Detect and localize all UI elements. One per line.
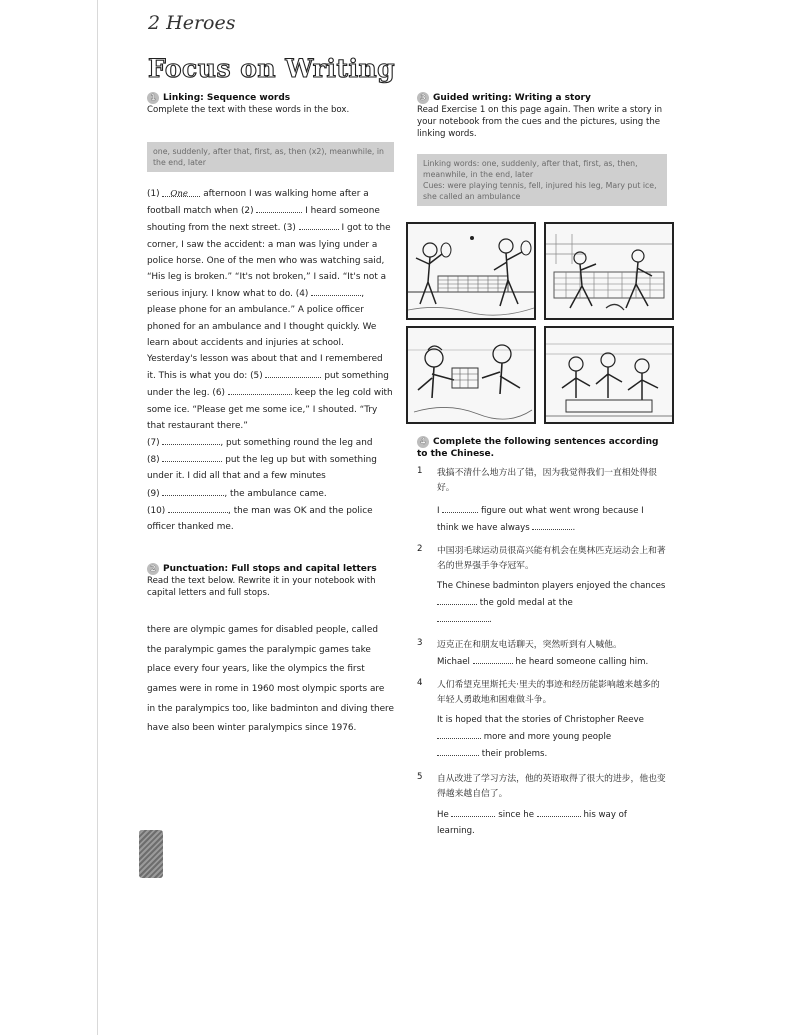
answer-blank[interactable] [451,806,495,817]
blank-number: (8) [147,455,160,466]
answer-blank[interactable] [437,611,489,622]
section-4-heading [417,436,667,460]
page-title: Focus on Writing [148,54,396,83]
text-segment: I [437,506,440,516]
answer-blank-10[interactable] [168,502,228,513]
text-segment: The Chinese badminton players enjoyed the chances [437,581,666,591]
text-segment: I heard someone shouting from the next street. (3) [147,206,380,234]
text-segment: figure out what went wrong because I think we have always [437,506,644,533]
answer-blank[interactable] [442,502,478,513]
answer-blank[interactable] [537,806,581,817]
text-segment: Michael [437,657,470,667]
item-english [437,806,667,839]
section-3-instruction: Read Exercise 1 on this page again. Then write a story in your notebook from the cues and the pictures, using the linking words. [417,105,663,139]
item-chinese: 人们希望克里斯托夫·里夫的事迹和经历能影响越来越多的年轻人勇敢地和困难做斗争。 [437,680,660,705]
blank-number: (9) [147,488,160,499]
answer-blank-8[interactable] [162,451,222,462]
answer-blank-3[interactable] [299,219,339,230]
answer-blank-1[interactable]: One [162,186,200,197]
text-segment: . [572,523,576,533]
item-chinese: 自从改进了学习方法，他的英语取得了很大的进步，他也变得越来越自信了。 [437,774,666,799]
picture-tennis-game [406,222,536,320]
section-2-heading [147,563,394,575]
text-segment: , the ambulance came. [224,488,327,499]
text-segment: he heard someone calling him. [515,657,649,667]
section-number-badge: 2 [147,563,159,575]
picture-ambulance [544,326,674,424]
section-2 [147,563,394,739]
text-segment: He [437,810,449,820]
item-number: 4 [417,678,423,688]
item-chinese: 我搞不清什么地方出了错，因为我觉得我们一直相处得很好。 [437,468,657,493]
text-segment: It is hoped that the stories of Christopher Reeve [437,715,644,725]
unit-label: 2 Heroes [148,12,236,34]
section-number-badge: 1 [147,92,159,104]
section-1-title: Linking: Sequence words [163,93,291,103]
item-number: 3 [417,638,423,648]
item-english [437,653,667,670]
section-4-title: Complete the following sentences according to the Chinese. [417,437,659,459]
answer-blank-6[interactable] [228,384,292,395]
page-number-tab [139,830,163,878]
text-segment: the gold medal at the [479,598,573,608]
answer-blank[interactable] [437,594,477,605]
answer-blank-4[interactable] [311,285,361,296]
picture-injury [544,222,674,320]
text-segment: , put something round the leg and [220,438,373,449]
answer-blank[interactable] [437,745,479,756]
section-2-title: Punctuation: Full stops and capital letters [163,564,377,575]
text-segment: keep the leg cold with some ice. “Please get me some ice,” I shouted. “Try that restaurant there.” [147,388,393,431]
blank-number: (7) [147,438,160,449]
item-english [437,578,667,628]
section-number-badge: 3 [417,92,429,104]
text-segment: put the leg up but with something under it. I did all that and a few minutes [147,455,377,482]
section-1-text [147,186,394,535]
text-segment: his way of learning. [437,810,627,836]
answer-blank-9[interactable] [162,485,224,496]
section-3-title: Guided writing: Writing a story [433,93,591,103]
list-item [417,678,667,762]
left-column [147,92,394,739]
text-segment: afternoon I was walking home after a football match when (2) [147,189,369,217]
text-segment: their problems. [481,749,548,759]
blank-number: (10) [147,505,166,516]
blank-number: (4) [295,289,309,300]
linking-words-box: Linking words: one, suddenly, after that, first, as, then, meanwhile, in the end, later Cues: were playing tennis, fell, injured his leg, Mary put ice, she called an ambulance [417,154,667,206]
blank-number: (1) [147,189,160,199]
text-segment: I got to the corner, I saw the accident: a man was lying under a police horse. One of the men who was watching said, “His leg is broken.” “It's not broken,” I said. “It's not a serious injury. I know what to do. [147,223,391,300]
picture-ice [406,326,536,424]
answer-blank-5[interactable] [265,367,321,378]
section-3 [417,92,667,206]
list-item [417,466,667,536]
answer-blank-7[interactable] [162,434,220,445]
answer-blank-2[interactable] [256,202,302,213]
text-segment: put something under the leg. (6) [147,371,389,399]
item-chinese: 中国羽毛球运动员很高兴能有机会在奥林匹克运动会上和著名的世界强手争夺冠军。 [437,546,666,571]
text-segment: , please phone for an ambulance.” A police officer phoned for an ambulance and I thought quickly. We learn about accidents and injuries at school. Yesterday's lesson was about that and I remembered it. This is what you do: (5) [147,289,383,382]
item-english [437,502,667,536]
item-english [437,712,667,762]
story-pictures [406,222,674,420]
section-1 [147,92,394,535]
list-item [417,544,667,628]
list-item [417,638,667,670]
item-chinese: 迈克正在和朋友电话聊天，突然听到有人喊他。 [437,640,622,650]
item-number: 5 [417,772,423,782]
item-number: 1 [417,466,423,476]
text-segment: . [489,615,492,625]
section-number-badge: 4 [417,436,429,448]
section-3-heading [417,92,667,104]
text-segment: since he [498,810,535,820]
section-2-text: there are olympic games for disabled people, called the paralympic games the paralympic games take place every four years, like the olympics the first games were in rome in 1960 most olympic sports are in the paralympics too, like badminton and diving there have also been winter paralympics since 1976. [147,625,394,734]
item-number: 2 [417,544,423,554]
section-1-instruction: Complete the text with these words in the box. [147,105,350,115]
answer-blank[interactable] [437,728,481,739]
text-segment: , the man was OK and the police officer thanked me. [147,505,373,533]
word-box: one, suddenly, after that, first, as, then (x2), meanwhile, in the end, later [147,142,394,172]
text-segment: more and more young people [483,732,612,742]
answer-blank[interactable] [532,519,572,530]
section-2-instruction: Read the text below. Rewrite it in your notebook with capital letters and full stops. [147,576,376,599]
section-4 [417,436,667,839]
answer-blank[interactable] [473,653,513,664]
list-item [417,772,667,839]
right-column [417,92,667,206]
section-1-heading [147,92,394,104]
